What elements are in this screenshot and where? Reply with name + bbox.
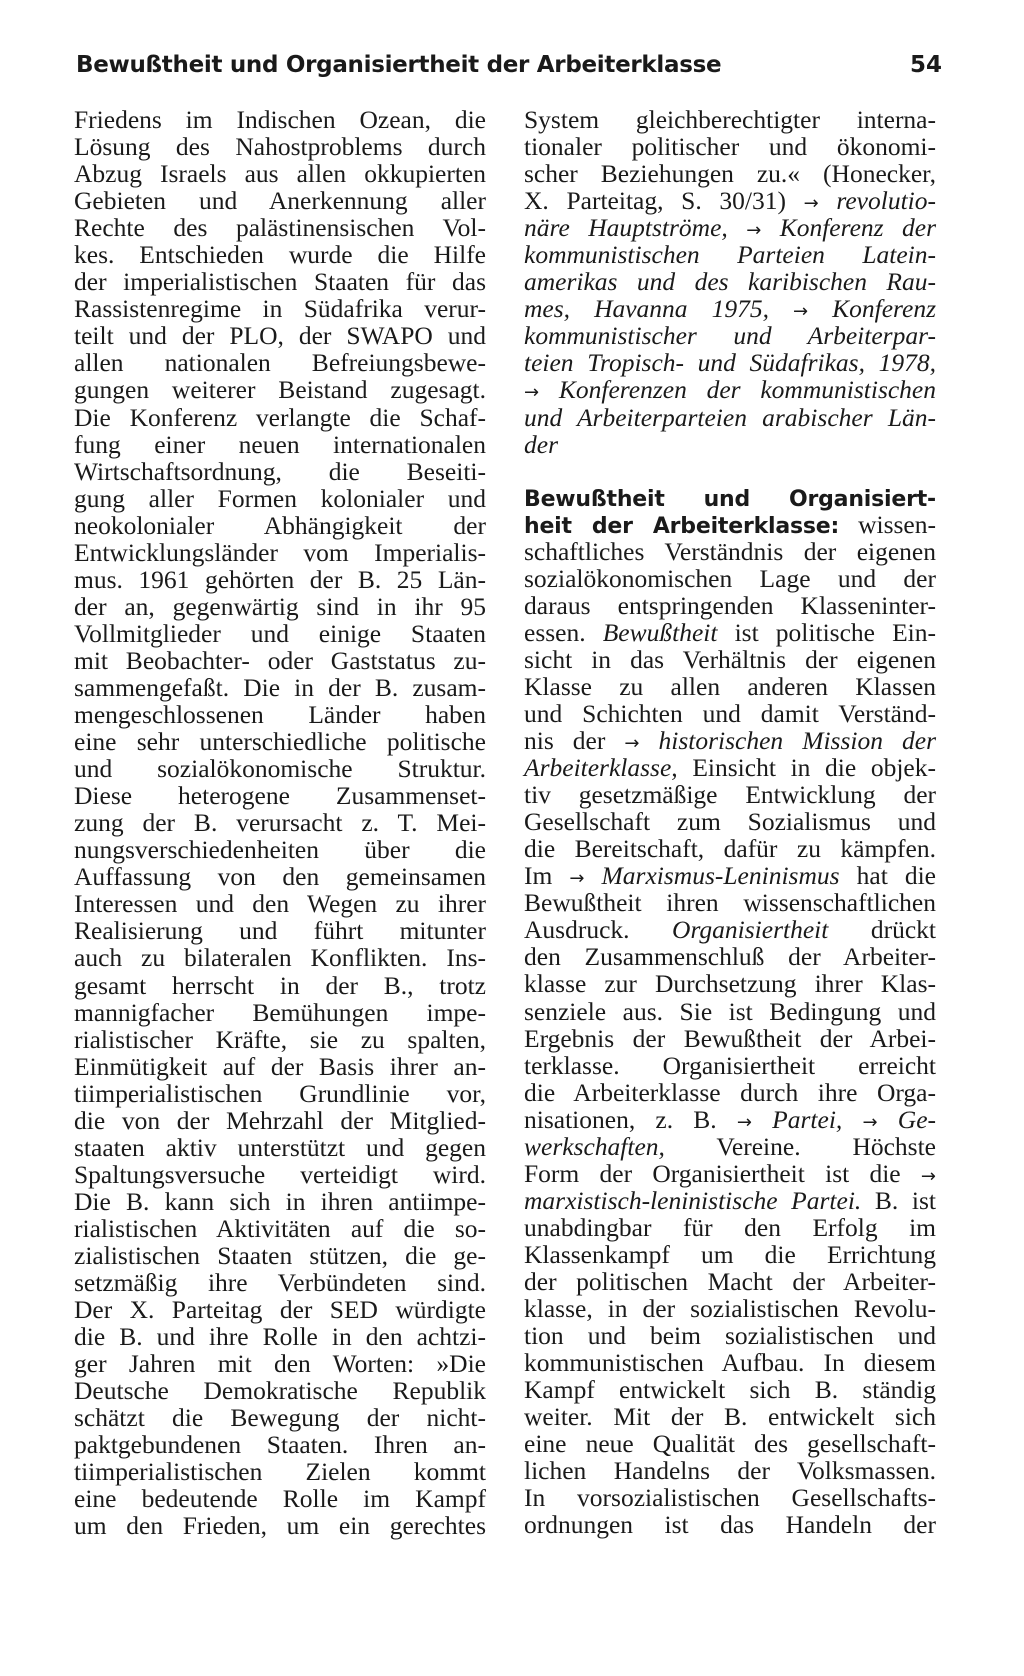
text-line: lichen Handelns der Volksmassen. bbox=[524, 1456, 936, 1486]
text-line: Spaltungsversuche verteidigt wird. bbox=[74, 1159, 486, 1189]
text-line: Gesellschaft zum Sozialismus und bbox=[524, 807, 936, 837]
text-line: mus. 1961 gehörten der B. 25 Län- bbox=[74, 564, 486, 594]
text-line: nisationen, z. B. → Partei, → Ge- bbox=[524, 1104, 937, 1134]
cross-reference[interactable]: Konferenzen der kommunistischen bbox=[558, 375, 937, 405]
text-line: Bewußtheit ihren wissenschaftlichen bbox=[524, 888, 936, 918]
text-line: In vorsozialistischen Gesellschafts- bbox=[524, 1483, 936, 1513]
text-line: werkschaften, Vereine. Höchste bbox=[524, 1131, 936, 1161]
text-line: die von der Mehrzahl der Mitglied- bbox=[74, 1105, 486, 1135]
cross-reference[interactable]: Ge- bbox=[897, 1104, 937, 1134]
arrow-icon: → bbox=[792, 301, 809, 323]
text-line: unabdingbar für den Erfolg im bbox=[524, 1212, 936, 1242]
text-line: um den Frieden, um ein gerechtes bbox=[74, 1511, 486, 1541]
arrow-icon: → bbox=[920, 1165, 937, 1187]
text-line: scher Beziehungen zu.« (Honecker, bbox=[524, 159, 936, 189]
text-line: Im → Marxismus-Leninismus hat die bbox=[524, 861, 936, 891]
text-line: Klasse zu allen anderen Klassen bbox=[524, 671, 936, 701]
text-line: die Arbeiterklasse durch ihre Orga- bbox=[524, 1077, 936, 1107]
text-line: Realisierung und führt mitunter bbox=[74, 916, 486, 946]
text-line: Vollmitglieder und einige Staaten bbox=[74, 618, 486, 648]
text-line: Ausdruck. Organisiertheit drückt bbox=[524, 915, 936, 945]
arrow-icon: → bbox=[569, 868, 585, 890]
arrow-icon: → bbox=[736, 1111, 752, 1133]
cross-reference[interactable]: revolutio- bbox=[836, 186, 936, 216]
text-line: Abzug Israels aus allen okkupierten bbox=[74, 159, 486, 189]
cross-reference[interactable]: werkschaften, bbox=[524, 1131, 665, 1161]
text-line: ger Jahren mit den Worten: »Die bbox=[74, 1349, 486, 1379]
text-line: Interessen und den Wegen zu ihrer bbox=[74, 889, 486, 919]
text-line: System gleichberechtigter interna- bbox=[524, 105, 936, 134]
text-line: eine neue Qualität des gesellschaft- bbox=[524, 1429, 936, 1459]
text-line: und Schichten und damit Verständ- bbox=[524, 698, 936, 728]
text-line: mannigfacher Bemühungen impe- bbox=[74, 997, 486, 1027]
entry-gap bbox=[524, 458, 936, 484]
text-line: und sozialökonomische Struktur. bbox=[74, 754, 486, 784]
text-line: klasse zur Durchsetzung ihrer Klas- bbox=[524, 969, 936, 999]
text-line: gesamt herrscht in der B., trotz bbox=[74, 970, 486, 1000]
cross-reference[interactable]: näre Hauptströme, bbox=[524, 213, 728, 243]
text-line: gungen weiterer Beistand zugesagt. bbox=[74, 375, 486, 405]
text-line: nis der → historischen Mission der bbox=[524, 726, 936, 756]
right-column bbox=[524, 106, 936, 1538]
arrow-icon: → bbox=[524, 382, 540, 404]
text-line: eine bedeutende Rolle im Kampf bbox=[74, 1484, 486, 1514]
arrow-icon: → bbox=[624, 733, 640, 755]
text-line: fung einer neuen internationalen bbox=[74, 429, 486, 459]
text-line: tion und beim sozialistischen und bbox=[524, 1321, 936, 1351]
text-line bbox=[524, 214, 936, 241]
running-title: Bewußtheit und Organisiertheit der Arbeiterklasse bbox=[76, 52, 722, 78]
text-line bbox=[524, 295, 936, 322]
text-line: Wirtschaftsordnung, die Beseiti- bbox=[74, 456, 486, 486]
text-line: gung aller Formen kolonialer und bbox=[74, 483, 486, 513]
text-line: Klassenkampf um die Errichtung bbox=[524, 1239, 936, 1269]
text-line: staaten aktiv unterstützt und gegen bbox=[74, 1132, 486, 1162]
text-line: sicht in das Verhältnis der eigenen bbox=[524, 644, 936, 674]
text-line: Rassistenregime in Südafrika verur- bbox=[74, 294, 486, 324]
text-line: ordnungen ist das Handeln der bbox=[524, 1510, 936, 1540]
text-line: tiimperialistischen Grundlinie vor, bbox=[74, 1078, 486, 1108]
text-line: und Arbeiterparteien arabischer Län- bbox=[524, 402, 936, 432]
text-line: Diese heterogene Zusammenset- bbox=[74, 781, 486, 811]
text-line: zung der B. verursacht z. T. Mei- bbox=[74, 808, 486, 838]
text-line: Der X. Parteitag der SED würdigte bbox=[74, 1295, 486, 1325]
cross-reference[interactable]: Arbeiterklasse, bbox=[524, 753, 678, 783]
text-line: Form der Organisiertheit ist die → bbox=[524, 1158, 937, 1188]
text-line: kommunistischer und Arbeiterpar- bbox=[524, 321, 936, 351]
text-line: der an, gegenwärtig sind in ihr 95 bbox=[74, 591, 486, 621]
text-line: Friedens im Indischen Ozean, die bbox=[74, 105, 486, 134]
text-line: mit Beobachter- oder Gaststatus zu- bbox=[74, 645, 486, 675]
text-line: setzmäßig ihre Verbündeten sind. bbox=[74, 1268, 486, 1298]
text-line: der imperialistischen Staaten für das bbox=[74, 267, 486, 297]
text-line: paktgebundenen Staaten. Ihren an- bbox=[74, 1430, 486, 1460]
text-line: kes. Entschieden wurde die Hilfe bbox=[74, 240, 486, 270]
text-line: eine sehr unterschiedliche politische bbox=[74, 727, 486, 757]
text-line: nungsverschiedenheiten über die bbox=[74, 835, 486, 865]
text-line: schätzt die Bewegung der nicht- bbox=[74, 1403, 486, 1433]
text-line: Entwicklungsländer vom Imperialis- bbox=[74, 537, 486, 567]
text-line: kommunistischen Parteien Latein- bbox=[524, 240, 936, 270]
text-line: sozialökonomischen Lage und der bbox=[524, 563, 936, 593]
text-line: sammengefaßt. Die in der B. zusam- bbox=[74, 672, 486, 702]
text-line: rialistischer Kräfte, sie zu spalten, bbox=[74, 1024, 486, 1054]
text-line: marxistisch-leninistische Partei. B. ist bbox=[524, 1185, 937, 1215]
entry-headword: heit der Arbeiterklasse: bbox=[524, 513, 840, 539]
cross-reference[interactable]: historischen Mission der bbox=[658, 726, 936, 756]
text-line: Gebieten und Anerkennung aller bbox=[74, 186, 486, 216]
text-line: tiimperialistischen Zielen kommt bbox=[74, 1457, 486, 1487]
text-line: tiv gesetzmäßige Entwicklung der bbox=[524, 780, 936, 810]
text-line: Lösung des Nahostproblems durch bbox=[74, 132, 486, 162]
arrow-icon: → bbox=[746, 220, 762, 242]
page-number: 54 bbox=[909, 52, 942, 78]
text-line: tionaler politischer und ökonomi- bbox=[524, 132, 936, 162]
arrow-icon: → bbox=[862, 1111, 878, 1133]
cross-reference[interactable]: Marxismus-Leninismus bbox=[601, 861, 840, 891]
cross-reference[interactable]: Konferenz bbox=[832, 294, 936, 324]
text-line: amerikas und des karibischen Rau- bbox=[524, 267, 936, 297]
text-line: rialistischen Aktivitäten auf die so- bbox=[74, 1213, 486, 1243]
text-line: die B. und ihre Rolle in den achtzi- bbox=[74, 1322, 486, 1352]
left-column bbox=[74, 106, 486, 1539]
arrow-icon: → bbox=[803, 193, 819, 215]
entry-headword: Bewußtheit und Organisiert- bbox=[524, 486, 936, 512]
text-line: kommunistischen Aufbau. In diesem bbox=[524, 1348, 936, 1378]
text-line: den Zusammenschluß der Arbeiter- bbox=[524, 942, 936, 972]
text-line: neokolonialer Abhängigkeit der bbox=[74, 510, 486, 540]
text-line: terklasse. Organisiertheit erreicht bbox=[524, 1050, 936, 1080]
text-line: Arbeiterklasse, Einsicht in die objek- bbox=[524, 753, 936, 783]
text-line: daraus entspringenden Klasseninter- bbox=[524, 590, 936, 620]
text-line: X. Parteitag, S. 30/31) → revolutio- bbox=[524, 186, 936, 216]
text-line: senziele aus. Sie ist Bedingung und bbox=[524, 996, 936, 1026]
text-line: auch zu bilateralen Konflikten. Ins- bbox=[74, 943, 486, 973]
cross-reference[interactable]: marxistisch-leninistische Partei. bbox=[524, 1185, 862, 1215]
text-line: essen. Bewußtheit ist politische Ein- bbox=[524, 617, 936, 647]
text-line: weiter. Mit der B. entwickelt sich bbox=[524, 1402, 936, 1432]
text-line: Einmütigkeit auf der Basis ihrer an- bbox=[74, 1051, 486, 1081]
cross-reference[interactable]: mes, Havanna 1975, bbox=[524, 294, 769, 324]
text-line: der politischen Macht der Arbeiter- bbox=[524, 1266, 936, 1296]
text-line: Die Konferenz verlangte die Schaf- bbox=[74, 402, 486, 432]
text-line bbox=[524, 376, 936, 403]
text-line: schaftliches Verständnis der eigenen bbox=[524, 536, 936, 566]
cross-reference[interactable]: Konferenz der bbox=[779, 213, 936, 243]
text-line: Deutsche Demokratische Republik bbox=[74, 1376, 486, 1406]
text-line: heit der Arbeiterklasse: wissen- bbox=[524, 509, 936, 539]
cross-reference[interactable]: Partei, bbox=[772, 1104, 843, 1134]
text-line: Die B. kann sich in ihren antiimpe- bbox=[74, 1186, 486, 1216]
text-line: Auffassung von den gemeinsamen bbox=[74, 862, 486, 892]
text-line: klasse, in der sozialistischen Revolu- bbox=[524, 1294, 936, 1324]
text-line: der bbox=[524, 429, 558, 459]
text-line: Kampf entwickelt sich B. ständig bbox=[524, 1375, 936, 1405]
text-line: die Bereitschaft, dafür zu kämpfen. bbox=[524, 834, 936, 864]
text-line: teilt und der PLO, der SWAPO und bbox=[74, 321, 486, 351]
text-line: Rechte des palästinensischen Vol- bbox=[74, 213, 486, 243]
text-line: teien Tropisch- und Südafrikas, 1978, bbox=[524, 348, 936, 378]
text-line: zialistischen Staaten stützen, die ge- bbox=[74, 1240, 486, 1270]
running-header bbox=[76, 52, 942, 88]
text-line: allen nationalen Befreiungsbewe- bbox=[74, 348, 486, 378]
text-line: mengeschlossenen Länder haben bbox=[74, 700, 486, 730]
text-line: Ergebnis der Bewußtheit der Arbei- bbox=[524, 1023, 936, 1053]
